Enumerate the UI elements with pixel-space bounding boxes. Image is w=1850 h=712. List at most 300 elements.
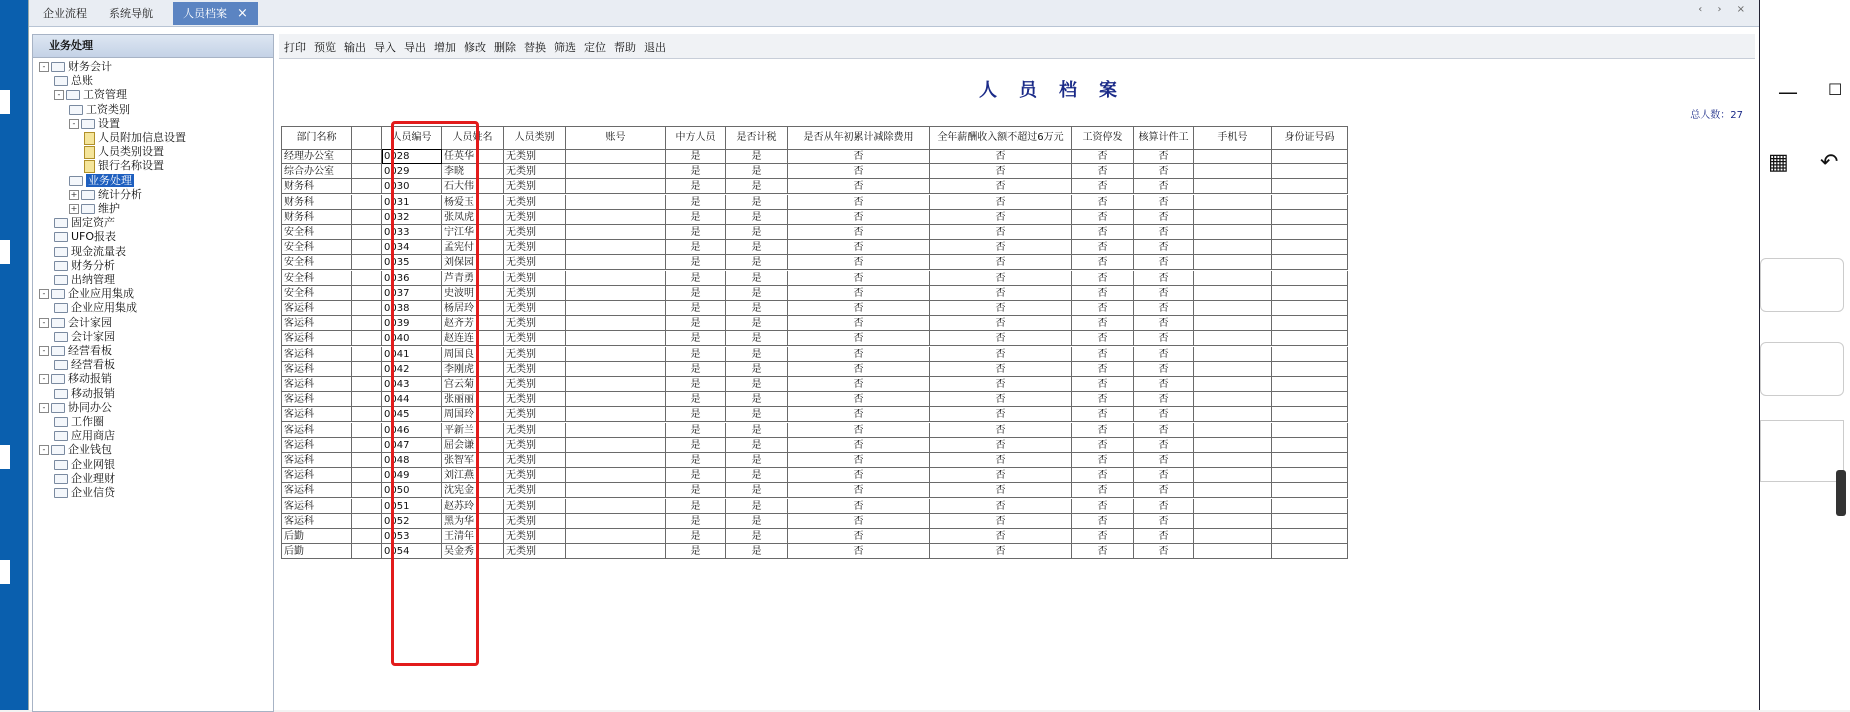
table-cell[interactable]: 无类别 <box>504 453 566 468</box>
table-cell[interactable]: 0034 <box>382 240 442 255</box>
table-cell[interactable] <box>352 301 382 316</box>
tree-node[interactable] <box>84 159 164 173</box>
table-cell[interactable]: 客运科 <box>282 316 352 331</box>
table-cell[interactable]: 否 <box>930 195 1072 210</box>
table-cell[interactable]: 客运科 <box>282 453 352 468</box>
toolbar-button[interactable]: 打印 <box>284 41 306 54</box>
toolbar-button[interactable]: 定位 <box>584 41 606 54</box>
table-cell[interactable]: 否 <box>1072 149 1134 164</box>
table-cell[interactable]: 客运科 <box>282 377 352 392</box>
table-cell[interactable]: 否 <box>1072 453 1134 468</box>
table-cell[interactable]: 客运科 <box>282 392 352 407</box>
toolbar-button[interactable]: 替换 <box>524 41 546 54</box>
toolbar-button[interactable]: 退出 <box>644 41 666 54</box>
close-icon[interactable]: × <box>237 6 248 21</box>
table-cell[interactable]: 否 <box>930 392 1072 407</box>
table-cell[interactable]: 0040 <box>382 331 442 346</box>
table-cell[interactable] <box>1194 195 1272 210</box>
tree-node[interactable] <box>69 103 130 117</box>
table-cell[interactable]: 吴金秀 <box>442 544 504 559</box>
table-cell[interactable] <box>352 499 382 514</box>
table-cell[interactable]: 否 <box>788 331 930 346</box>
table-cell[interactable]: 是 <box>666 347 726 362</box>
table-cell[interactable]: 平新兰 <box>442 423 504 438</box>
expand-toggle-icon[interactable]: - <box>39 318 49 328</box>
table-cell[interactable]: 是 <box>726 529 788 544</box>
table-cell[interactable]: 刘江燕 <box>442 468 504 483</box>
table-cell[interactable]: 是 <box>666 301 726 316</box>
toolbar-button[interactable]: 删除 <box>494 41 516 54</box>
table-cell[interactable] <box>352 529 382 544</box>
table-cell[interactable] <box>566 499 666 514</box>
table-cell[interactable]: 0048 <box>382 453 442 468</box>
table-cell[interactable]: 无类别 <box>504 210 566 225</box>
table-cell[interactable] <box>1194 331 1272 346</box>
table-cell[interactable]: 黑为华 <box>442 514 504 529</box>
table-cell[interactable]: 无类别 <box>504 392 566 407</box>
table-cell[interactable]: 否 <box>1072 271 1134 286</box>
table-cell[interactable] <box>566 210 666 225</box>
table-cell[interactable] <box>1272 468 1348 483</box>
table-cell[interactable]: 无类别 <box>504 271 566 286</box>
table-cell[interactable]: 否 <box>1134 240 1194 255</box>
table-cell[interactable]: 无类别 <box>504 377 566 392</box>
table-cell[interactable] <box>566 195 666 210</box>
toolbar-button[interactable]: 修改 <box>464 41 486 54</box>
table-cell[interactable]: 否 <box>1134 362 1194 377</box>
table-cell[interactable]: 周国玲 <box>442 407 504 422</box>
table-cell[interactable]: 否 <box>788 240 930 255</box>
table-cell[interactable]: 0033 <box>382 225 442 240</box>
table-cell[interactable] <box>1194 362 1272 377</box>
side-panel-box[interactable] <box>1760 342 1844 396</box>
table-cell[interactable]: 否 <box>1072 179 1134 194</box>
expand-toggle-icon[interactable]: + <box>70 189 78 199</box>
table-cell[interactable]: 否 <box>1134 301 1194 316</box>
table-cell[interactable]: 是 <box>666 331 726 346</box>
table-cell[interactable]: 是 <box>726 544 788 559</box>
table-cell[interactable]: 客运科 <box>282 438 352 453</box>
table-cell[interactable]: 0052 <box>382 514 442 529</box>
toolbar-button[interactable]: 导入 <box>374 41 396 54</box>
table-cell[interactable] <box>352 468 382 483</box>
table-cell[interactable]: 是 <box>726 195 788 210</box>
table-cell[interactable]: 杨爱玉 <box>442 195 504 210</box>
table-cell[interactable]: 否 <box>930 179 1072 194</box>
table-cell[interactable]: 安全科 <box>282 271 352 286</box>
tree-node[interactable] <box>54 216 115 230</box>
table-cell[interactable] <box>566 316 666 331</box>
table-cell[interactable] <box>1194 529 1272 544</box>
table-cell[interactable]: 否 <box>930 164 1072 179</box>
table-cell[interactable]: 否 <box>1072 225 1134 240</box>
table-cell[interactable]: 李刚虎 <box>442 362 504 377</box>
table-cell[interactable] <box>566 347 666 362</box>
table-cell[interactable]: 是 <box>666 164 726 179</box>
table-cell[interactable]: 否 <box>1134 179 1194 194</box>
table-cell[interactable]: 否 <box>930 483 1072 498</box>
tree-node[interactable] <box>54 472 115 486</box>
table-cell[interactable] <box>1272 407 1348 422</box>
table-cell[interactable]: 否 <box>930 286 1072 301</box>
table-cell[interactable]: 0049 <box>382 468 442 483</box>
column-header[interactable]: 人员姓名 <box>442 127 504 150</box>
table-cell[interactable]: 是 <box>666 179 726 194</box>
toolbar-button[interactable]: 导出 <box>404 41 426 54</box>
table-cell[interactable]: 否 <box>930 529 1072 544</box>
table-cell[interactable]: 宫云菊 <box>442 377 504 392</box>
table-cell[interactable]: 李晓 <box>442 164 504 179</box>
table-cell[interactable] <box>566 392 666 407</box>
table-cell[interactable]: 无类别 <box>504 286 566 301</box>
tree-node[interactable] <box>54 387 115 401</box>
table-cell[interactable]: 否 <box>930 362 1072 377</box>
table-cell[interactable] <box>352 407 382 422</box>
table-cell[interactable] <box>352 514 382 529</box>
expand-toggle-icon[interactable]: - <box>39 289 49 299</box>
tree-node[interactable] <box>39 401 112 415</box>
table-cell[interactable] <box>352 255 382 270</box>
table-cell[interactable]: 0050 <box>382 483 442 498</box>
table-cell[interactable] <box>1194 210 1272 225</box>
table-cell[interactable]: 综合办公室 <box>282 164 352 179</box>
table-cell[interactable]: 否 <box>788 468 930 483</box>
tree-node[interactable] <box>54 358 115 372</box>
table-cell[interactable]: 否 <box>788 210 930 225</box>
table-cell[interactable]: 安全科 <box>282 240 352 255</box>
column-header[interactable]: 人员编号 <box>382 127 442 150</box>
table-cell[interactable]: 否 <box>1072 362 1134 377</box>
tree-node[interactable] <box>54 230 116 244</box>
tree-node[interactable] <box>39 372 112 386</box>
table-cell[interactable]: 否 <box>930 468 1072 483</box>
table-cell[interactable] <box>1272 347 1348 362</box>
tree-node[interactable] <box>54 273 115 287</box>
table-cell[interactable]: 0051 <box>382 499 442 514</box>
toolbar-button[interactable]: 增加 <box>434 41 456 54</box>
table-cell[interactable] <box>1194 468 1272 483</box>
table-cell[interactable]: 无类别 <box>504 331 566 346</box>
table-cell[interactable]: 后勤 <box>282 544 352 559</box>
toolbar-button[interactable]: 帮助 <box>614 41 636 54</box>
tree-node[interactable] <box>54 301 137 315</box>
table-cell[interactable] <box>1272 240 1348 255</box>
table-cell[interactable] <box>566 225 666 240</box>
tree-node[interactable] <box>39 344 112 358</box>
table-cell[interactable]: 客运科 <box>282 407 352 422</box>
table-cell[interactable] <box>352 149 382 164</box>
table-cell[interactable]: 客运科 <box>282 514 352 529</box>
tab-nav-controls[interactable]: ‹ › × <box>1698 4 1751 15</box>
table-cell[interactable]: 否 <box>788 423 930 438</box>
table-cell[interactable]: 否 <box>788 164 930 179</box>
table-cell[interactable] <box>566 423 666 438</box>
table-cell[interactable]: 0029 <box>382 164 442 179</box>
table-cell[interactable] <box>566 453 666 468</box>
table-cell[interactable]: 否 <box>788 286 930 301</box>
side-panel-box[interactable] <box>1760 420 1844 482</box>
table-cell[interactable]: 否 <box>1072 331 1134 346</box>
table-cell[interactable]: 杨居玲 <box>442 301 504 316</box>
table-cell[interactable]: 否 <box>1134 483 1194 498</box>
table-cell[interactable] <box>1194 438 1272 453</box>
table-cell[interactable]: 0041 <box>382 347 442 362</box>
table-cell[interactable] <box>1272 438 1348 453</box>
table-cell[interactable]: 否 <box>1072 544 1134 559</box>
tree-node[interactable] <box>54 486 115 500</box>
table-cell[interactable] <box>566 331 666 346</box>
table-cell[interactable] <box>352 179 382 194</box>
table-cell[interactable]: 否 <box>788 347 930 362</box>
tree-node[interactable] <box>54 458 115 472</box>
table-cell[interactable] <box>1272 377 1348 392</box>
table-cell[interactable]: 否 <box>930 438 1072 453</box>
table-cell[interactable]: 孟宪付 <box>442 240 504 255</box>
table-cell[interactable] <box>566 514 666 529</box>
table-cell[interactable]: 是 <box>666 271 726 286</box>
table-cell[interactable]: 否 <box>788 438 930 453</box>
tree-node[interactable] <box>69 202 120 216</box>
tree-node[interactable] <box>54 74 93 88</box>
table-cell[interactable]: 无类别 <box>504 362 566 377</box>
table-cell[interactable]: 无类别 <box>504 164 566 179</box>
table-cell[interactable] <box>352 362 382 377</box>
table-cell[interactable] <box>1272 392 1348 407</box>
table-cell[interactable]: 否 <box>930 255 1072 270</box>
table-cell[interactable] <box>352 195 382 210</box>
table-cell[interactable]: 是 <box>726 240 788 255</box>
table-cell[interactable]: 否 <box>788 316 930 331</box>
table-cell[interactable]: 0039 <box>382 316 442 331</box>
table-cell[interactable]: 否 <box>930 347 1072 362</box>
table-cell[interactable]: 是 <box>726 423 788 438</box>
table-cell[interactable]: 否 <box>1072 392 1134 407</box>
table-cell[interactable]: 是 <box>726 362 788 377</box>
table-cell[interactable]: 否 <box>1134 225 1194 240</box>
table-cell[interactable]: 刘保园 <box>442 255 504 270</box>
table-cell[interactable]: 否 <box>1072 423 1134 438</box>
table-cell[interactable]: 否 <box>788 453 930 468</box>
table-cell[interactable]: 0038 <box>382 301 442 316</box>
table-cell[interactable] <box>1272 453 1348 468</box>
table-cell[interactable] <box>1194 392 1272 407</box>
table-cell[interactable] <box>566 271 666 286</box>
table-cell[interactable]: 否 <box>1134 423 1194 438</box>
table-cell[interactable]: 是 <box>666 514 726 529</box>
table-cell[interactable]: 否 <box>788 377 930 392</box>
table-cell[interactable] <box>1194 271 1272 286</box>
table-cell[interactable]: 是 <box>666 255 726 270</box>
table-cell[interactable]: 是 <box>666 468 726 483</box>
table-cell[interactable]: 否 <box>1134 377 1194 392</box>
table-cell[interactable]: 是 <box>726 286 788 301</box>
table-cell[interactable] <box>566 468 666 483</box>
table-cell[interactable]: 否 <box>1134 468 1194 483</box>
table-cell[interactable]: 无类别 <box>504 240 566 255</box>
column-header[interactable]: 身份证号码 <box>1272 127 1348 150</box>
table-cell[interactable]: 否 <box>930 377 1072 392</box>
table-cell[interactable]: 石大伟 <box>442 179 504 194</box>
grid-icon[interactable]: ▦ <box>1768 150 1789 175</box>
table-cell[interactable]: 否 <box>788 392 930 407</box>
table-cell[interactable]: 否 <box>930 453 1072 468</box>
table-cell[interactable]: 芦青勇 <box>442 271 504 286</box>
table-cell[interactable] <box>1272 316 1348 331</box>
table-cell[interactable] <box>1194 164 1272 179</box>
table-cell[interactable]: 是 <box>726 179 788 194</box>
table-cell[interactable]: 财务科 <box>282 195 352 210</box>
table-cell[interactable]: 是 <box>726 225 788 240</box>
table-cell[interactable] <box>352 453 382 468</box>
table-cell[interactable]: 0028 <box>382 149 442 164</box>
table-cell[interactable] <box>1194 499 1272 514</box>
table-cell[interactable]: 是 <box>726 392 788 407</box>
table-cell[interactable] <box>1272 514 1348 529</box>
table-cell[interactable]: 否 <box>930 514 1072 529</box>
table-cell[interactable]: 无类别 <box>504 316 566 331</box>
table-cell[interactable] <box>352 438 382 453</box>
table-cell[interactable]: 否 <box>930 407 1072 422</box>
undo-icon[interactable]: ↶ <box>1820 150 1839 175</box>
table-cell[interactable]: 无类别 <box>504 225 566 240</box>
table-cell[interactable] <box>566 377 666 392</box>
table-cell[interactable] <box>1272 271 1348 286</box>
table-cell[interactable]: 否 <box>788 514 930 529</box>
table-cell[interactable]: 客运科 <box>282 468 352 483</box>
table-cell[interactable]: 王清年 <box>442 529 504 544</box>
table-cell[interactable]: 否 <box>788 483 930 498</box>
table-cell[interactable]: 0030 <box>382 179 442 194</box>
table-cell[interactable] <box>1272 301 1348 316</box>
table-cell[interactable] <box>352 392 382 407</box>
table-cell[interactable]: 否 <box>930 271 1072 286</box>
table-cell[interactable]: 否 <box>1134 316 1194 331</box>
column-header[interactable]: 工资停发 <box>1072 127 1134 150</box>
tree-node[interactable] <box>54 88 127 102</box>
table-cell[interactable]: 0046 <box>382 423 442 438</box>
table-cell[interactable]: 史波明 <box>442 286 504 301</box>
table-cell[interactable] <box>1272 423 1348 438</box>
table-cell[interactable]: 无类别 <box>504 514 566 529</box>
tree-node[interactable] <box>84 145 164 159</box>
table-cell[interactable]: 否 <box>788 195 930 210</box>
tree-node[interactable] <box>69 188 142 202</box>
table-cell[interactable]: 是 <box>666 225 726 240</box>
table-cell[interactable]: 是 <box>666 453 726 468</box>
table-cell[interactable]: 安全科 <box>282 255 352 270</box>
table-cell[interactable]: 否 <box>1072 164 1134 179</box>
table-cell[interactable] <box>566 438 666 453</box>
table-cell[interactable] <box>566 483 666 498</box>
table-cell[interactable]: 是 <box>726 483 788 498</box>
table-cell[interactable]: 无类别 <box>504 529 566 544</box>
table-cell[interactable] <box>352 331 382 346</box>
table-cell[interactable]: 否 <box>788 407 930 422</box>
table-cell[interactable]: 是 <box>666 483 726 498</box>
table-cell[interactable] <box>1194 149 1272 164</box>
table-cell[interactable]: 否 <box>1134 514 1194 529</box>
table-cell[interactable] <box>1272 164 1348 179</box>
table-cell[interactable] <box>1272 331 1348 346</box>
table-cell[interactable]: 否 <box>1134 286 1194 301</box>
table-cell[interactable]: 否 <box>1134 529 1194 544</box>
table-cell[interactable] <box>1272 255 1348 270</box>
table-cell[interactable]: 是 <box>726 514 788 529</box>
table-cell[interactable]: 否 <box>1134 271 1194 286</box>
table-cell[interactable]: 无类别 <box>504 195 566 210</box>
table-cell[interactable]: 赵连连 <box>442 331 504 346</box>
table-cell[interactable]: 否 <box>788 301 930 316</box>
table-cell[interactable]: 否 <box>1134 499 1194 514</box>
table-cell[interactable] <box>352 271 382 286</box>
table-cell[interactable] <box>1194 407 1272 422</box>
table-cell[interactable] <box>1194 240 1272 255</box>
table-cell[interactable] <box>1194 423 1272 438</box>
table-cell[interactable] <box>352 423 382 438</box>
tab-enterprise-flow[interactable]: 企业流程 <box>43 7 87 20</box>
table-cell[interactable]: 0042 <box>382 362 442 377</box>
table-cell[interactable]: 否 <box>930 240 1072 255</box>
table-cell[interactable]: 客运科 <box>282 423 352 438</box>
expand-toggle-icon[interactable]: - <box>39 62 49 72</box>
table-cell[interactable] <box>566 301 666 316</box>
table-cell[interactable]: 否 <box>1072 468 1134 483</box>
table-cell[interactable]: 否 <box>1134 347 1194 362</box>
table-cell[interactable] <box>1272 286 1348 301</box>
table-cell[interactable]: 否 <box>1134 210 1194 225</box>
table-cell[interactable]: 否 <box>1072 240 1134 255</box>
table-cell[interactable] <box>1194 514 1272 529</box>
table-cell[interactable] <box>1272 210 1348 225</box>
minimize-icon[interactable]: — <box>1778 80 1798 104</box>
table-cell[interactable]: 否 <box>930 499 1072 514</box>
table-cell[interactable] <box>352 164 382 179</box>
table-cell[interactable] <box>352 377 382 392</box>
column-header[interactable]: 手机号 <box>1194 127 1272 150</box>
table-cell[interactable] <box>352 210 382 225</box>
table-cell[interactable]: 否 <box>930 149 1072 164</box>
table-cell[interactable]: 否 <box>1134 392 1194 407</box>
table-cell[interactable]: 否 <box>788 255 930 270</box>
table-cell[interactable]: 否 <box>930 544 1072 559</box>
table-cell[interactable]: 0045 <box>382 407 442 422</box>
table-cell[interactable] <box>1194 179 1272 194</box>
table-cell[interactable]: 否 <box>1072 499 1134 514</box>
table-cell[interactable] <box>352 483 382 498</box>
table-cell[interactable]: 后勤 <box>282 529 352 544</box>
table-cell[interactable]: 否 <box>1072 195 1134 210</box>
table-cell[interactable]: 是 <box>726 301 788 316</box>
table-cell[interactable]: 否 <box>1134 438 1194 453</box>
table-cell[interactable] <box>566 286 666 301</box>
table-cell[interactable]: 张凤虎 <box>442 210 504 225</box>
table-cell[interactable]: 是 <box>666 544 726 559</box>
table-cell[interactable]: 否 <box>788 529 930 544</box>
table-cell[interactable]: 0032 <box>382 210 442 225</box>
table-cell[interactable] <box>352 316 382 331</box>
expand-toggle-icon[interactable]: - <box>69 119 79 129</box>
table-cell[interactable]: 否 <box>1072 529 1134 544</box>
expand-toggle-icon[interactable]: - <box>39 346 49 356</box>
side-panel-box[interactable] <box>1760 258 1844 312</box>
table-cell[interactable] <box>352 225 382 240</box>
table-cell[interactable]: 否 <box>1072 514 1134 529</box>
tree-node[interactable] <box>39 316 112 330</box>
table-cell[interactable]: 无类别 <box>504 483 566 498</box>
table-cell[interactable]: 安全科 <box>282 225 352 240</box>
table-cell[interactable] <box>1194 255 1272 270</box>
table-cell[interactable]: 是 <box>726 210 788 225</box>
